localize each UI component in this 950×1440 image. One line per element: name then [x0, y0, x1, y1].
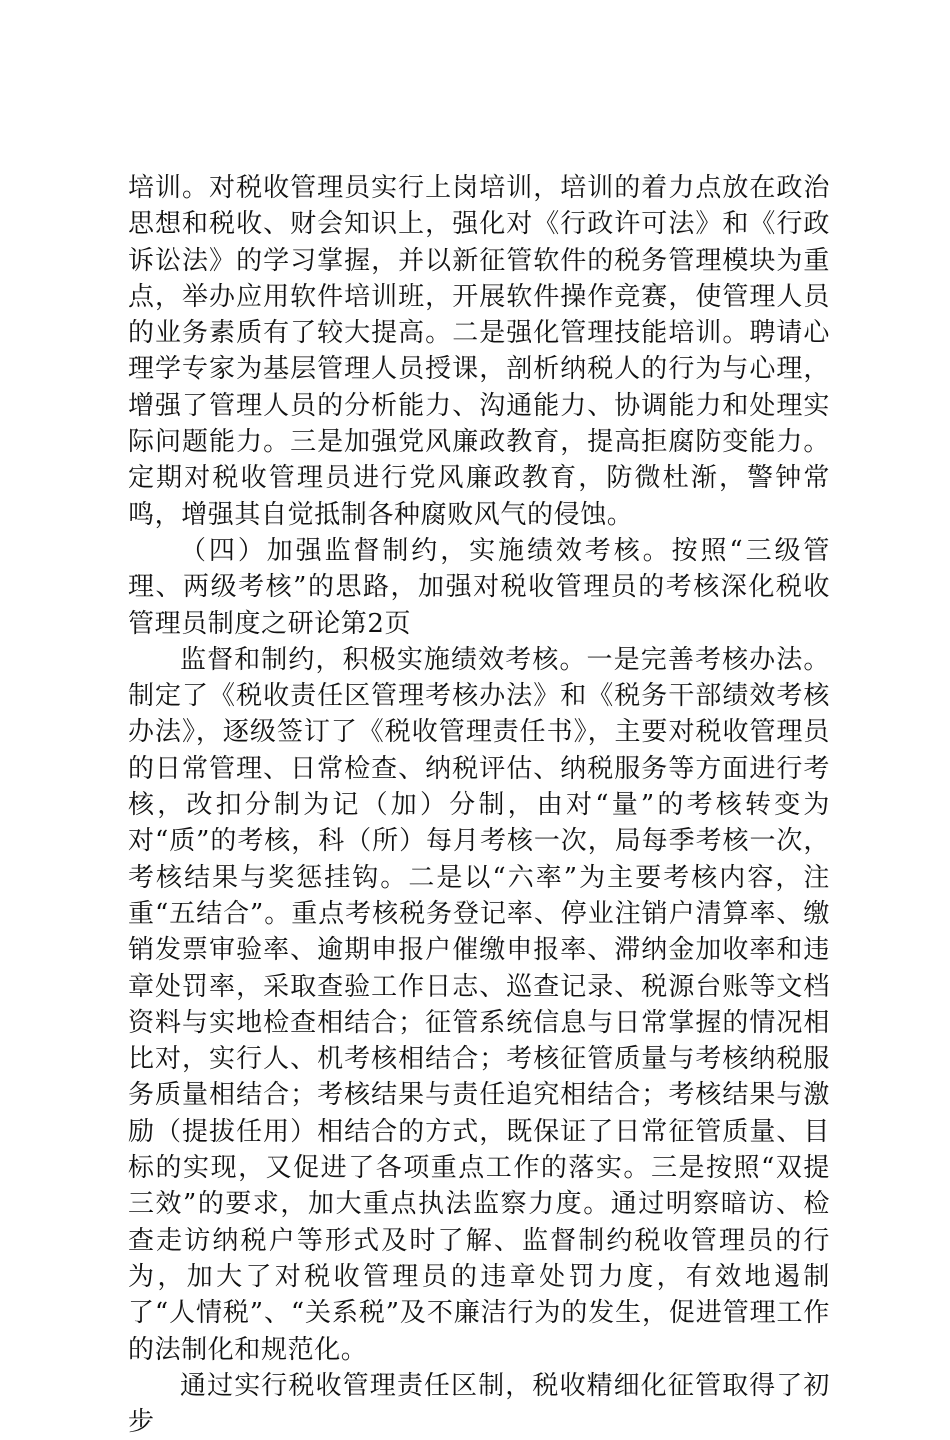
paragraph-supervision-heading: （四）加强监督制约，实施绩效考核。按照“三级管理、两级考核”的思路，加强对税收管理员的考核深化税收管理员制度之研论第2页: [128, 535, 830, 639]
paragraph-assessment: 监督和制约，积极实施绩效考核。一是完善考核办法。制定了《税收责任区管理考核办法》和《税务干部绩效考核办法》，逐级签订了《税收管理责任书》，主要对税收管理员的日常管理、日常检查、纳税评估、纳税服务等方面进行考核，改扣分制为记（加）分制，由对“量”的考核转变为对“质”的考核，科（所）每月考核一次，局每季考核一次，考核结果与奖惩挂钩。二是以“六率”为主要考核内容，注重“五结合”。重点考核税务登记率、停业注销户清算率、缴销发票审验率、逾期申报户催缴申报率、滞纳金加收率和违章处罚率，采取查验工作日志、巡查记录、税源台账等文档资料与实地检查相结合；征管系统信息与日常掌握的情况相比对，实行人、机考核相结合；考核征管质量与考核纳税服务质量相结合；考核结果与责任追究相结合；考核结果与激励（提拔任用）相结合的方式，既保证了日常征管质量、目标的实现，又促进了各项重点工作的落实。三是按照“双提三效”的要求，加大重点执法监察力度。通过明察暗访、检查走访纳税户等形式及时了解、监督制约税收管理员的行为，加大了对税收管理员的违章处罚力度，有效地遏制了“人情税”、“关系税”及不廉洁行为的发生，促进管理工作的法制化和规范化。: [128, 644, 830, 1365]
paragraph-results: 通过实行税收管理责任区制，税收精细化征管取得了初步: [128, 1370, 830, 1438]
paragraph-training: 培训。对税收管理员实行上岗培训，培训的着力点放在政治思想和税收、财会知识上，强化对《行政许可法》和《行政诉讼法》的学习掌握，并以新征管软件的税务管理模块为重点，举办应用软件培训班，开展软件操作竞赛，使管理人员的业务素质有了较大提高。二是强化管理技能培训。聘请心理学专家为基层管理人员授课，剖析纳税人的行为与心理，增强了管理人员的分析能力、沟通能力、协调能力和处理实际问题能力。三是加强党风廉政教育，提高拒腐防变能力。定期对税收管理员进行党风廉政教育，防微杜渐，警钟常鸣，增强其自觉抵制各种腐败风气的侵蚀。: [128, 173, 830, 530]
document-page: [128, 170, 830, 1440]
